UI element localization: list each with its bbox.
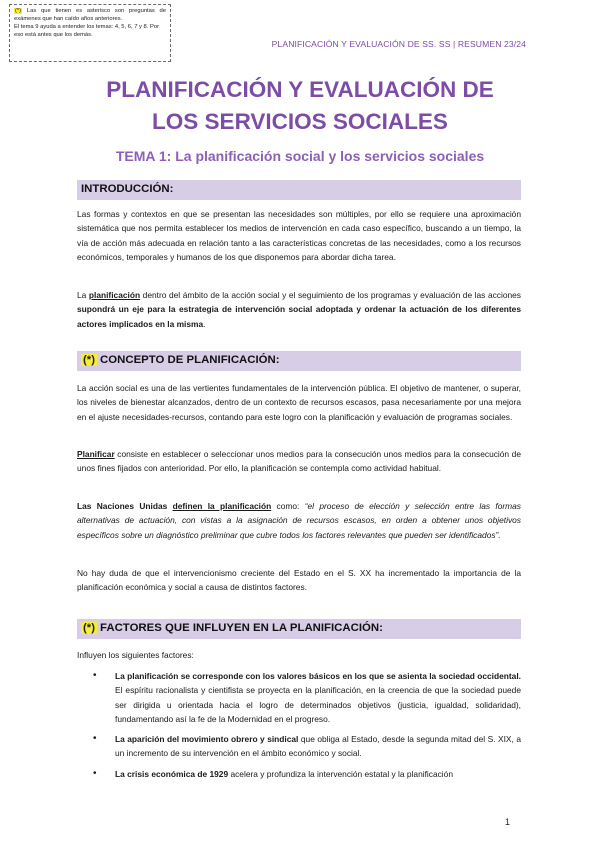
factores-intro: Influyen los siguientes factores: (77, 650, 194, 660)
list-item: • La aparición del movimiento obrero y sindical que obliga al Estado, desde la segunda mitad del S. XIX, a un incremento de su intervención en el ámbito económico y social. (93, 733, 521, 759)
note-line-1: (*) Las que tienen es asterisco son preguntas de exámenes que han caído años anteriores. (14, 8, 166, 22)
section-heading-factores: (*) FACTORES QUE INFLUYEN EN LA PLANIFICACIÓN: (77, 619, 521, 639)
bullet-icon: • (93, 733, 97, 745)
page-number: 1 (505, 817, 511, 827)
topic-subtitle: TEMA 1: La planificación social y los servicios sociales (115, 148, 485, 164)
bullet-icon: • (93, 767, 97, 779)
term-planificar: Planificar (77, 449, 115, 459)
list-item: • La planificación se corresponde con los valores básicos en los que se asienta la sociedad occidental. El espíritu racionalista y cientifista se proyecta en la planificación, en la creencia de que la sociedad puede ser dirigida u orientada hacia el logro de determinados objetivos (justicia, igualdad, solidaridad), fundamentando así la fe de la Modernidad en el progreso. (93, 670, 521, 724)
section-heading-concepto: (*) CONCEPTO DE PLANIFICACIÓN: (77, 351, 521, 371)
asterisk-marker: (*) (83, 354, 96, 366)
concepto-paragraph-1: La acción social es una de las vertientes fundamentales de la intervención pública. El objetivo de mantener, o superar, los niveles de bienestar alcanzados, dentro de un contexto de recursos escasos, pasa necesariamente por una mejora en el ajuste necesidades-recursos, contando para este logro con la planificación y evaluación de programas sociales. (77, 383, 521, 422)
intro-paragraph-1: Las formas y contextos en que se presentan las necesidades son múltiples, por ello se requiere una aproximación sistemática que nos permita establecer los medios de intervención en cada caso específico, buscando a un tiempo, la vía de acción más adecuada en relación tanto a las características concretas de las necesidades, como a los recursos económicos, temporales y humanos de los que disponemos para abordar dicha tarea. (77, 209, 521, 262)
concepto-paragraph-3: Las Naciones Unidas definen la planificación como: “el proceso de elección y selección entre las formas alternativas de actuación, con vistas a la asignación de recursos escasos, en orden a obtener unos objetivos específicos sobre un diagnóstico preliminar que cubre todos los factores relevantes que pueden ser identificados”. (77, 501, 521, 540)
bullet-icon: • (93, 670, 97, 681)
title-line-2: LOS SERVICIOS SOCIALES (152, 109, 448, 134)
un-definition-quote: “el proceso de elección y selección entre las formas alternativas de actuación, con vistas a la asignación de recursos escasos, en orden a obtener unos objetivos específicos sobre un diagnóstico preliminar que cubre todos los factores relevantes que pueden ser identificados”. (77, 501, 521, 540)
term-planificacion: planificación (88, 290, 141, 300)
title-line-1: PLANIFICACIÓN Y EVALUACIÓN DE (106, 77, 494, 102)
factores-list (93, 669, 521, 787)
asterisk-marker: (*) (83, 622, 96, 634)
exam-note-box (9, 4, 171, 62)
intro-paragraph-2: La planificación dentro del ámbito de la acción social y el seguimiento de los programas y evaluación de las acciones supondrá un eje para la estrategia de intervención social adoptada y ordenar la actuación de los diferentes actores implicados en la misma. (77, 290, 521, 329)
list-item: • La crisis económica de 1929 acelera y profundiza la intervención estatal y la planificación (93, 767, 453, 779)
asterisk-marker: (*) (15, 8, 22, 14)
note-line-2: El tema 9 ayuda a entender los temas: 4, 5, 6, 7 y 8. Por eso está antes que los demás. (14, 24, 160, 38)
running-header: PLANIFICACIÓN Y EVALUACIÓN DE SS. SS | RESUMEN 23/24 (271, 39, 526, 49)
document-title (60, 74, 540, 138)
concepto-paragraph-4: No hay duda de que el intervencionismo creciente del Estado en el S. XX ha incrementado la importancia de la planificación económica y social a causa de distintos factores. (77, 568, 521, 593)
term-definen: definen la planificación (172, 501, 272, 511)
section-heading-introduccion: INTRODUCCIÓN: (77, 180, 521, 200)
concepto-paragraph-2: Planificar consiste en establecer o seleccionar unos medios para la consecución unos medios para la consecución de unos fines fijados con anterioridad. Por ello, la planificación se contempla como actividad habitual. (77, 449, 521, 474)
